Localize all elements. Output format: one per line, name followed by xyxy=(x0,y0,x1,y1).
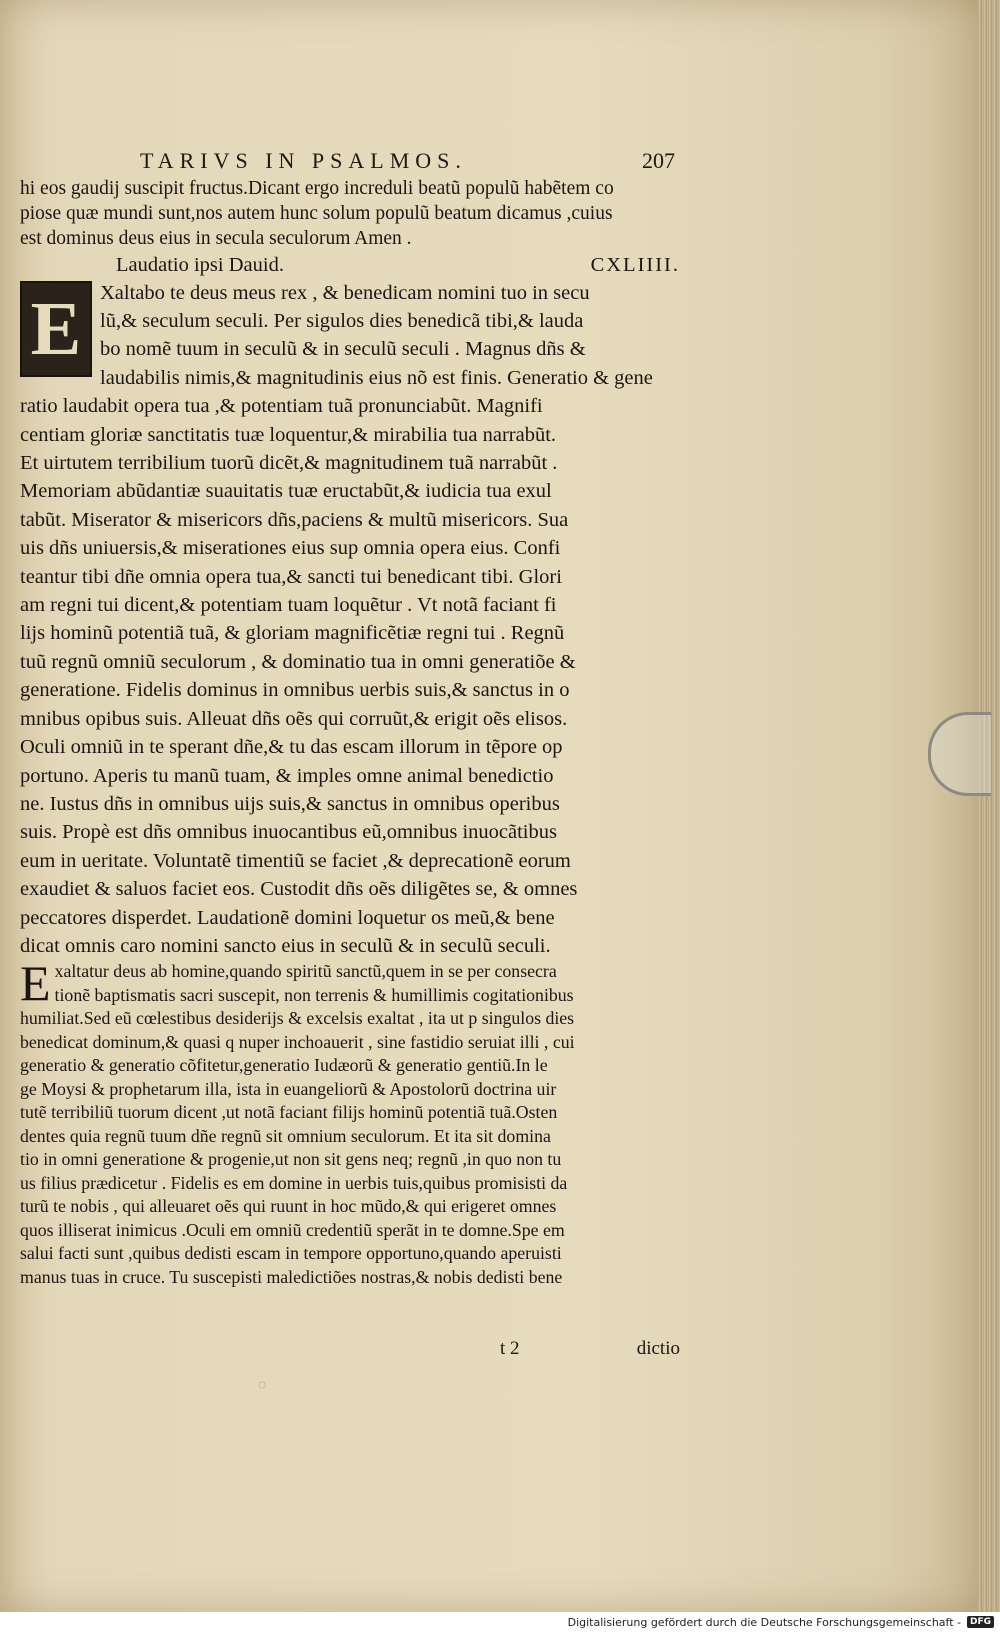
text-line: centiam gloriæ sanctitatis tuæ loquentur,& mirabilia tua narrabũt. xyxy=(20,423,557,446)
text-line: bo nomẽ tuum in seculũ & in seculũ seculi . Magnus dñs & xyxy=(100,338,586,361)
text-line: Et uirtutem terribilium tuorũ dicẽt,& magnitudinem tuã narrabũt . xyxy=(20,452,558,475)
text-line: exaudiet & saluos faciet eos. Custodit dñs oẽs diligẽtes se, & omnes xyxy=(20,878,578,901)
text-block xyxy=(20,176,680,1289)
text-line: hi eos gaudij suscipit fructus.Dicant ergo increduli beatũ populũ habẽtem co xyxy=(20,178,614,199)
psalm-heading xyxy=(20,252,680,279)
text-line: laudabilis nimis,& magnitudinis eius nõ est finis. Generatio & gene xyxy=(100,366,653,389)
text-line: suis. Propè est dñs omnibus inuocantibus eũ,omnibus inuocãtibus xyxy=(20,821,557,844)
text-line: benedicat dominum,& quasi q nuper inchoauerit , sine fastidio seruiat illi , cui xyxy=(20,1031,575,1052)
text-line: us filius prædicetur . Fidelis es em domine in uerbis tuis,quibus promisisti da xyxy=(20,1172,568,1193)
text-line: am regni tui dicent,& potentiam tuam loquẽtur . Vt notã faciant fi xyxy=(20,594,557,617)
text-line: lijs hominũ potentiã tuã, & gloriam magnificẽtiæ regni tui . Regnũ xyxy=(20,622,565,645)
text-line: lũ,& seculum seculi. Per sigulos dies benedicã tibi,& lauda xyxy=(100,310,584,333)
text-line: Xaltabo te deus meus rex , & benedicam nomini tuo in secu xyxy=(100,281,590,304)
running-header: TARIVS IN PSALMOS. xyxy=(140,148,467,173)
text-line: tuũ regnũ omniũ seculorum , & dominatio tua in omni generatiõe & xyxy=(20,650,576,673)
text-line: ratio laudabit opera tua ,& potentiam tuã pronunciabũt. Magnifi xyxy=(20,395,543,418)
small-mark-icon: ◌ xyxy=(258,1378,267,1393)
text-line: peccatores disperdet. Laudationẽ domini loquetur os meũ,& bene xyxy=(20,906,555,929)
text-line: manus tuas in cruce. Tu suscepisti maledictiões nostras,& nobis dedisti bene xyxy=(20,1266,563,1287)
psalm-text xyxy=(20,279,680,961)
text-line: est dominus deus eius in secula seculorum Amen . xyxy=(20,228,412,250)
text-line: uis dñs uniuersis,& miserationes eius sup omnia opera eius. Confi xyxy=(20,537,561,560)
text-line: tio in omni generatione & progenie,ut non sit gens neq; regnũ ,in quo non tu xyxy=(20,1149,562,1170)
text-line: Memoriam abũdantiæ suauitatis tuæ eructabũt,& iudicia tua exul xyxy=(20,480,552,503)
folio-number: 207 xyxy=(642,148,675,173)
text-line: quos illiserat inimicus .Oculi em omniũ credentiũ sperãt in te domne.Spe em xyxy=(20,1219,565,1240)
text-line: mnibus opibus suis. Alleuat dñs oẽs qui corruũt,& erigit oẽs elisos. xyxy=(20,707,568,730)
text-line: salui facti sunt ,quibus dedisti escam in tempore opportuno,quando aperuisti xyxy=(20,1243,562,1264)
commentary-initial: E xyxy=(20,955,51,1012)
text-line: Oculi omniũ in te sperant dñe,& tu das escam illorum in tẽpore op xyxy=(20,736,563,759)
text-line: generatione. Fidelis dominus in omnibus uerbis suis,& sanctus in o xyxy=(20,679,570,702)
page-bottom xyxy=(500,1338,680,1360)
text-line: humiliat.Sed eũ cœlestibus desiderijs & excelsis exaltat , ita ut p singulos dies xyxy=(20,1008,575,1029)
text-line: turũ te nobis , qui alleuaret oẽs qui ruunt in hoc mũdo,& qui erigeret omnes xyxy=(20,1196,557,1217)
text-line: ge Moysi & prophetarum illa, ista in euangeliorũ & Apostolorũ doctrina uir xyxy=(20,1078,557,1099)
dfg-logo-icon: DFG xyxy=(967,1616,994,1628)
text-line: generatio & generatio cõfitetur,generatio Iudæorũ & generatio gentiũ.In le xyxy=(20,1055,548,1076)
text-line: ne. Iustus dñs in omnibus uijs suis,& sanctus in omnibus operibus xyxy=(20,792,560,815)
text-line: piose quæ mundi sunt,nos autem hunc solum populũ beatum dicamus ,cuius xyxy=(20,203,613,225)
psalm-title: Laudatio ipsi Dauid. xyxy=(116,253,284,276)
psalm-number: CXLIIII. xyxy=(590,253,680,276)
text-line: tabũt. Miserator & misericors dñs,paciens & multũ misericors. Sua xyxy=(20,508,569,531)
footer-credit: Digitalisierung gefördert durch die Deutsche Forschungsgemeinschaft - xyxy=(567,1615,961,1629)
intro-text xyxy=(20,176,680,252)
text-line: tionẽ baptismatis sacri suscepit, non terrenis & humillimis cogitationibus xyxy=(54,984,574,1005)
text-line: dicat omnis caro nomini sancto eius in seculũ & in seculũ seculi. xyxy=(20,934,551,957)
page-edge xyxy=(978,0,1000,1612)
text-line: portuno. Aperis tu manũ tuam, & imples omne animal benedictio xyxy=(20,764,554,787)
catchword: dictio xyxy=(636,1338,680,1359)
text-line: teantur tibi dñe omnia opera tua,& sancti tui benedicant tibi. Glori xyxy=(20,565,562,588)
text-line: tutẽ terribiliũ tuorum dicent ,ut notã faciant filijs hominũ potentiã tuã.Osten xyxy=(20,1102,558,1123)
commentary-text xyxy=(20,955,680,1289)
decorated-initial: E xyxy=(20,281,92,377)
text-line: eum in ueritate. Voluntatẽ timentiũ se faciet ,& deprecationẽ eorum xyxy=(20,849,571,872)
text-line: dentes quia regnũ tuum dñe regnũ sit omnium seculorum. Et ita sit domina xyxy=(20,1125,551,1146)
digitization-footer xyxy=(0,1612,1000,1632)
text-line: xaltatur deus ab homine,quando spiritũ sanctũ,quem in se per consecra xyxy=(54,961,557,982)
signature-mark: t 2 xyxy=(500,1338,520,1359)
